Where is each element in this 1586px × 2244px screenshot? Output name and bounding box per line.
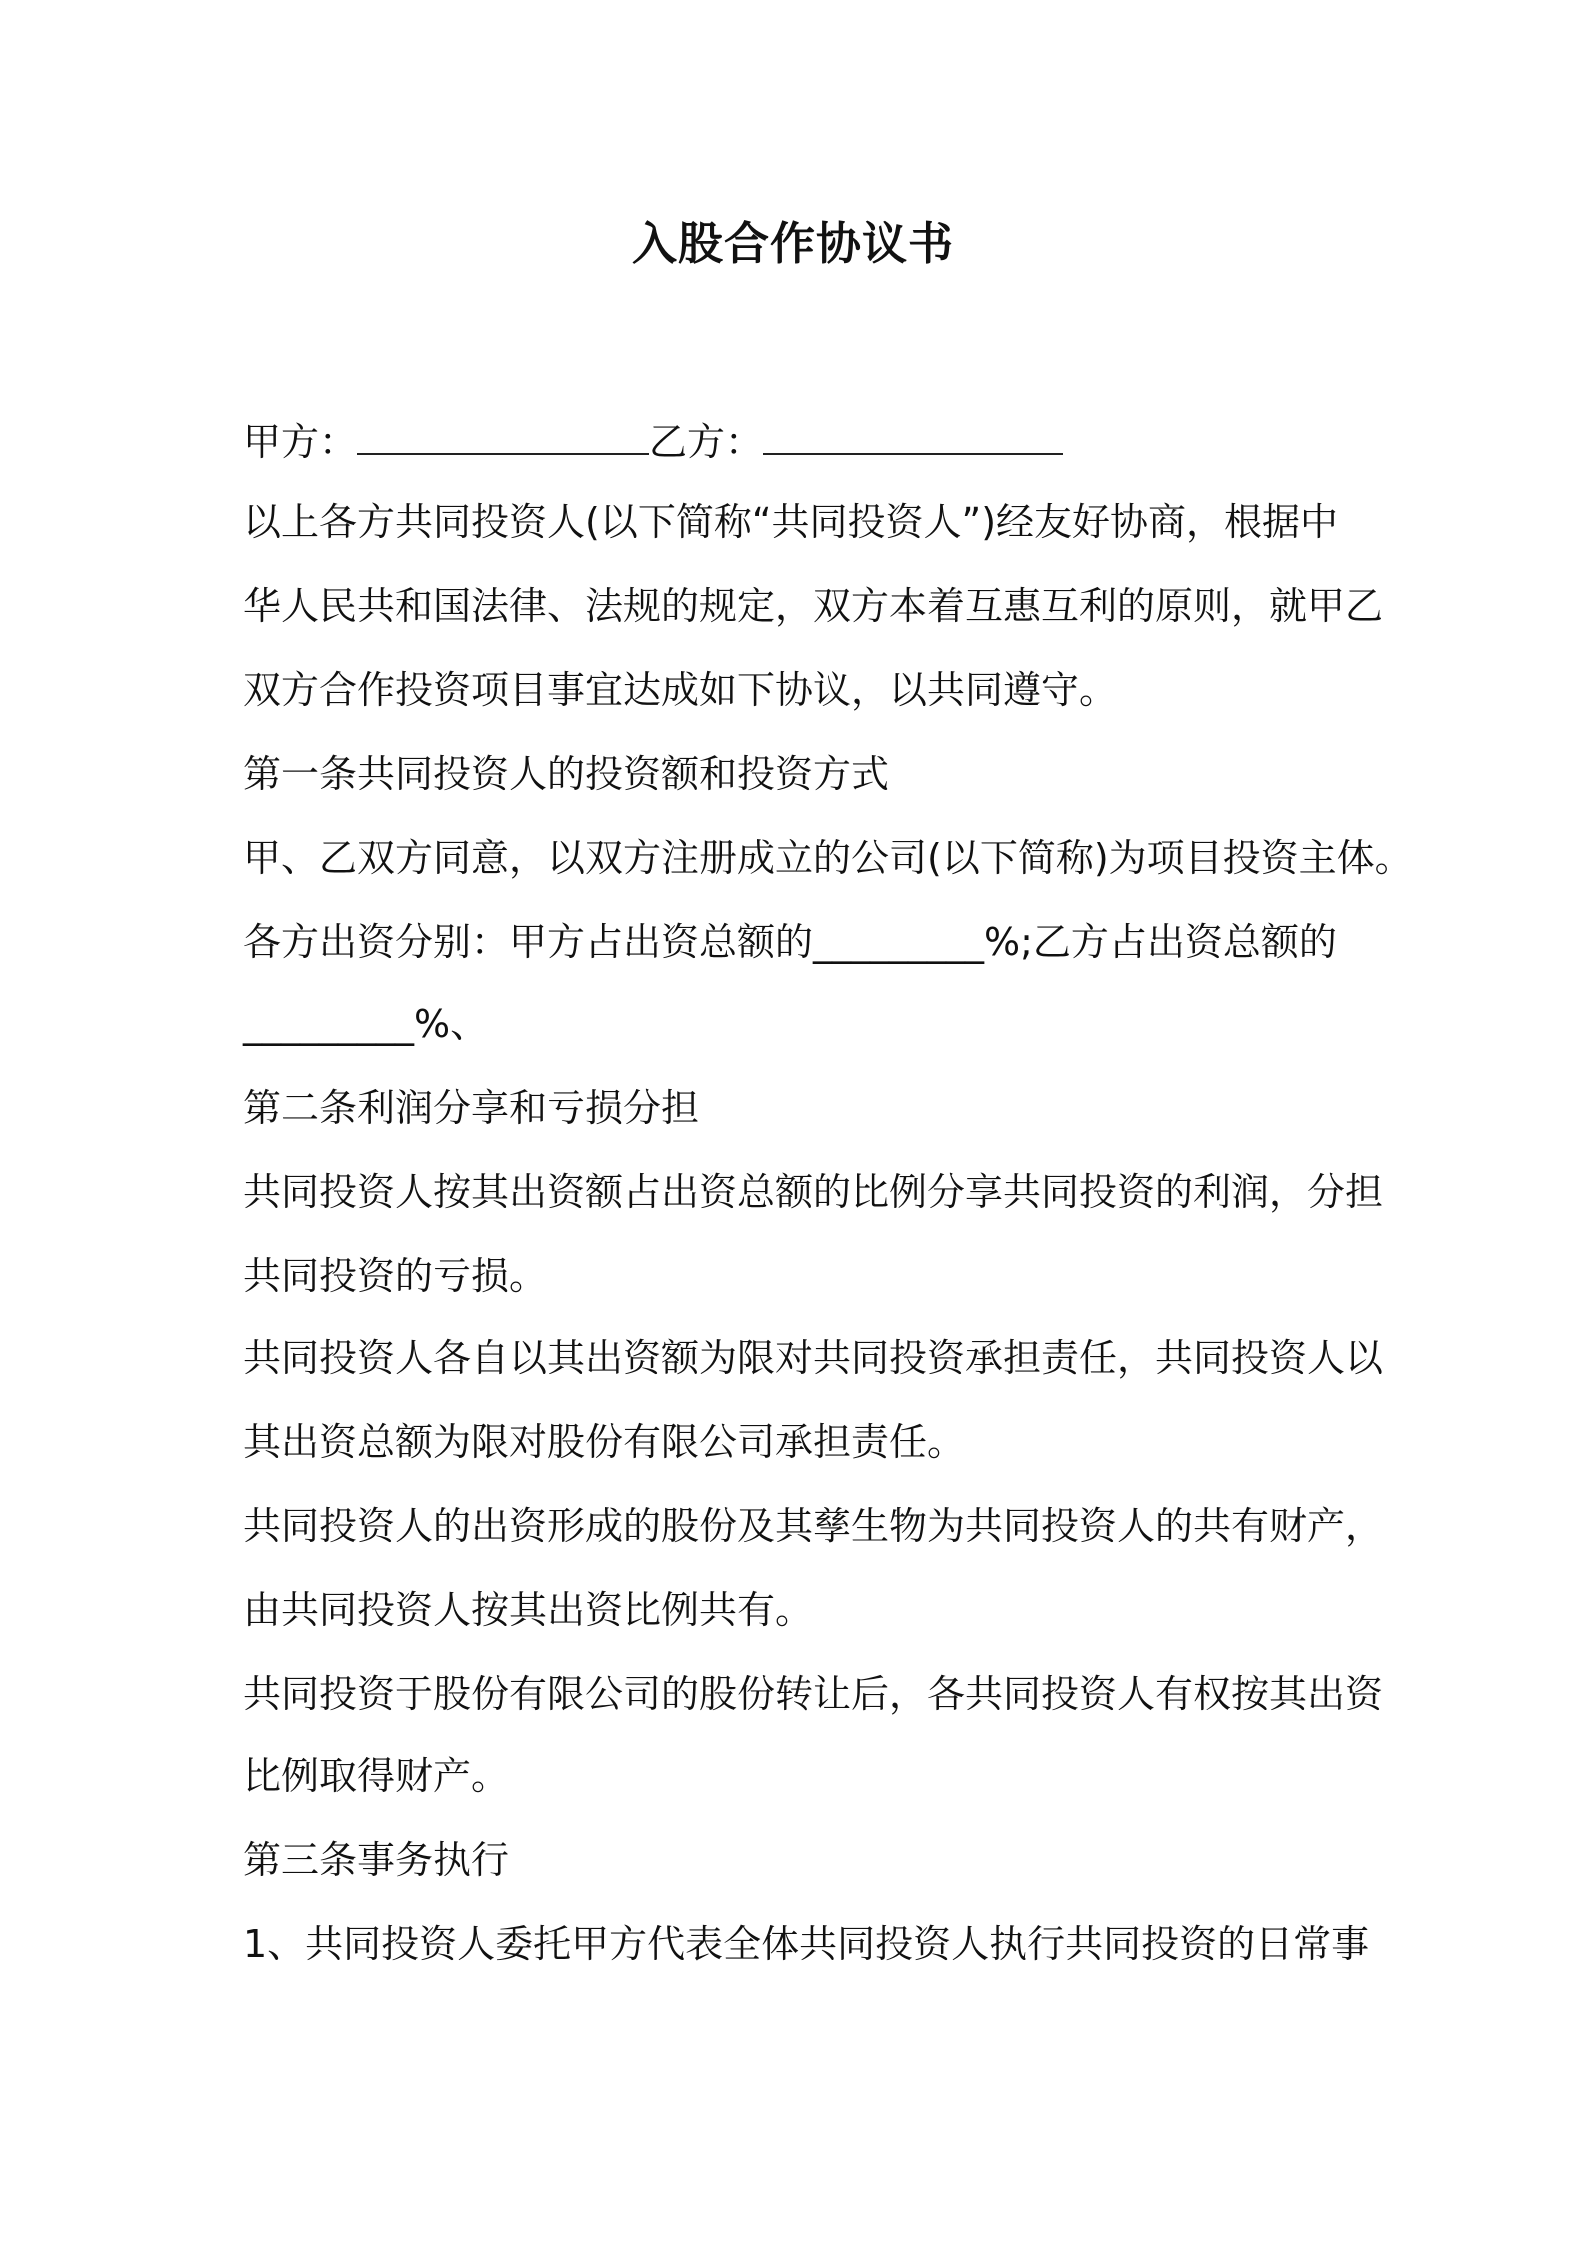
body-line: 以上各方共同投资人(以下简称“共同投资人”)经友好协商，根据中 [243,500,1339,544]
parties-line [243,414,1363,470]
article-heading: 第一条共同投资人的投资额和投资方式 [243,752,890,796]
body-line: 共同投资人按其出资额占出资总额的比例分享共同投资的利润，分担 [243,1170,1384,1214]
document-title: 入股合作协议书 [631,217,954,270]
body-line: 共同投资人的出资形成的股份及其孳生物为共同投资人的共有财产， [243,1504,1384,1548]
article-heading: 第二条利润分享和亏损分担 [243,1086,700,1130]
party-b-blank[interactable] [763,419,1063,455]
body-line: 由共同投资人按其出资比例共有。 [243,1588,814,1632]
article-heading: 第三条事务执行 [243,1838,510,1882]
body-line: 各方出资分别：甲方占出资总额的_________%;乙方占出资总额的 [243,920,1337,964]
party-a-blank[interactable] [357,419,649,455]
body-line: 甲、乙双方同意，以双方注册成立的公司(以下简称)为项目投资主体。 [243,836,1413,880]
body-line: 比例取得财产。 [243,1754,510,1798]
body-line: 其出资总额为限对股份有限公司承担责任。 [243,1420,966,1464]
body-line: _________%、 [243,1002,489,1046]
party-b-label: 乙方： [649,420,764,464]
party-a-label: 甲方： [243,420,358,464]
body-line: 共同投资的亏损。 [243,1254,548,1298]
body-line: 共同投资于股份有限公司的股份转让后，各共同投资人有权按其出资 [243,1672,1384,1716]
body-line: 共同投资人各自以其出资额为限对共同投资承担责任，共同投资人以 [243,1336,1384,1380]
body-line: 1、共同投资人委托甲方代表全体共同投资人执行共同投资的日常事 [243,1922,1370,1966]
body-line: 双方合作投资项目事宜达成如下协议，以共同遵守。 [243,668,1118,712]
body-line: 华人民共和国法律、法规的规定，双方本着互惠互利的原则，就甲乙 [243,584,1384,628]
